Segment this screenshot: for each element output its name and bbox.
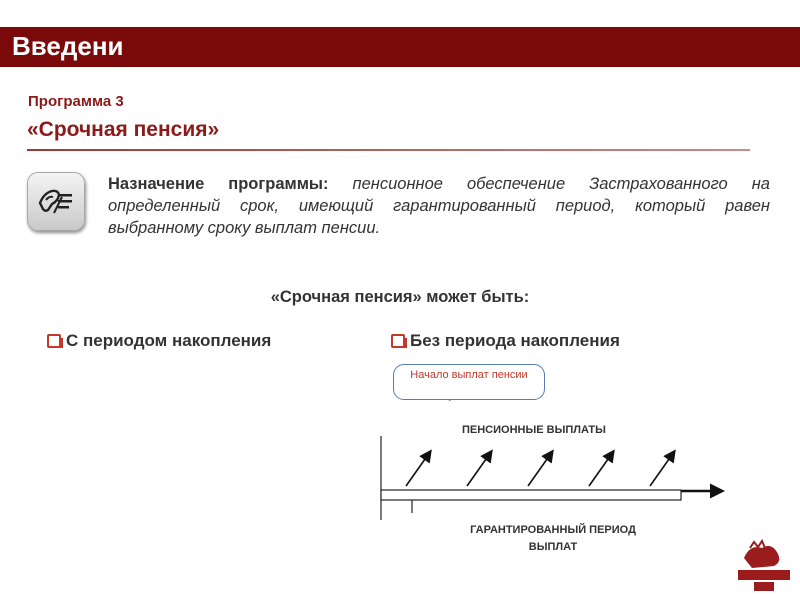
payment-arrows (406, 452, 674, 486)
guaranteed-period-label: ГАРАНТИРОВАННЫЙ ПЕРИОД ВЫПЛАТ (470, 524, 636, 553)
purpose-heading: Назначение программы: (108, 175, 329, 193)
generali-logo (736, 536, 792, 594)
payment-arrow (528, 452, 552, 486)
program-number: Программа 3 (28, 93, 124, 110)
payment-arrow (406, 452, 430, 486)
purpose-text: пенсионное обеспечение Застрахованного на определенный срок, имеющий гарантированный период, который равен выбранному сроку выплат пенсии. (108, 175, 770, 237)
program-name: «Срочная пенсия» (27, 118, 220, 141)
option-with-accumulation-label: С периодом накопления (66, 331, 272, 350)
payment-arrow (589, 452, 613, 486)
payment-arrow (467, 452, 491, 486)
payout-start-callout: Начало выплат пенсии (393, 364, 545, 400)
slide-title: Введени (12, 31, 124, 61)
guaranteed-period-bar (381, 490, 681, 500)
option-without-accumulation-label: Без периода накопления (410, 331, 620, 350)
options-heading: «Срочная пенсия» может быть: (270, 288, 530, 306)
payment-arrow (650, 452, 674, 486)
payments-label: ПЕНСИОННЫЕ ВЫПЛАТЫ (462, 424, 606, 436)
